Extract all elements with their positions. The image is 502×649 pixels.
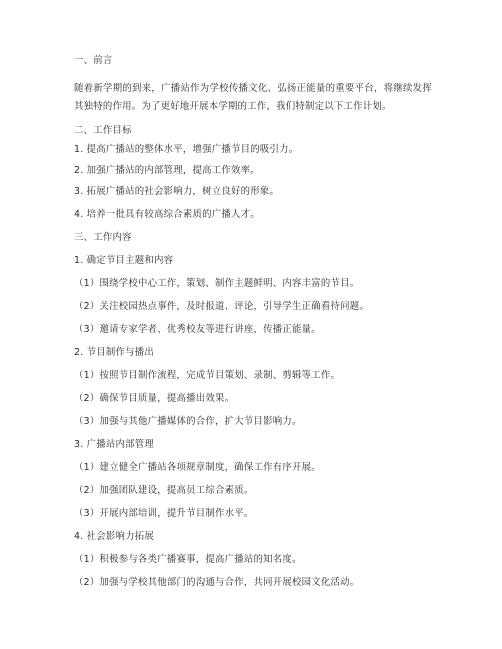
content-item: （1）按照节目制作流程，完成节目策划、录制、剪辑等工作。 — [74, 370, 341, 381]
goal-item-3: 3. 拓展广播站的社会影响力，树立良好的形象。 — [74, 186, 280, 197]
goal-item-2: 2. 加强广播站的内部管理，提高工作效率。 — [74, 165, 260, 176]
content-item: （1）建立健全广播站各项规章制度，确保工作有序开展。 — [74, 462, 321, 473]
content-item: （2）关注校园热点事件，及时报道、评论，引导学生正确看待问题。 — [74, 301, 369, 312]
content-subheading-1: 1. 确定节目主题和内容 — [74, 255, 174, 266]
content-subheading-4: 4. 社会影响力拓展 — [74, 531, 155, 542]
content-subheading-2: 2. 节目制作与播出 — [74, 347, 155, 358]
content-item: （2）确保节目质量，提高播出效果。 — [74, 393, 235, 404]
content-item: （3）开展内部培训，提升节目制作水平。 — [74, 508, 254, 519]
content-item: （1）围绕学校中心工作，策划、制作主题鲜明、内容丰富的节目。 — [74, 278, 360, 289]
preface-paragraph: 随着新学期的到来，广播站作为学校传播文化、弘扬正能量的重要平台，将继续发挥其独特的作用。为了更好地开展本学期的工作，我们特制定以下工作计划。 — [74, 83, 432, 112]
content-item: （2）加强与学校其他部门的沟通与合作，共同开展校园文化活动。 — [74, 577, 360, 588]
section-heading-content: 三、工作内容 — [74, 232, 132, 243]
content-item: （3）邀请专家学者、优秀校友等进行讲座，传播正能量。 — [74, 324, 321, 335]
content-subheading-3: 3. 广播站内部管理 — [74, 439, 155, 450]
section-heading-goals: 二、工作目标 — [74, 125, 132, 136]
goal-item-1: 1. 提高广播站的整体水平，增强广播节目的吸引力。 — [74, 144, 299, 155]
content-item: （3）加强与其他广播媒体的合作，扩大节目影响力。 — [74, 416, 302, 427]
content-item: （1）积极参与各类广播赛事，提高广播站的知名度。 — [74, 554, 302, 565]
section-heading-preface: 一、前言 — [74, 55, 113, 66]
content-item: （2）加强团队建设，提高员工综合素质。 — [74, 485, 254, 496]
goal-item-4: 4. 培养一批具有较高综合素质的广播人才。 — [74, 209, 260, 220]
